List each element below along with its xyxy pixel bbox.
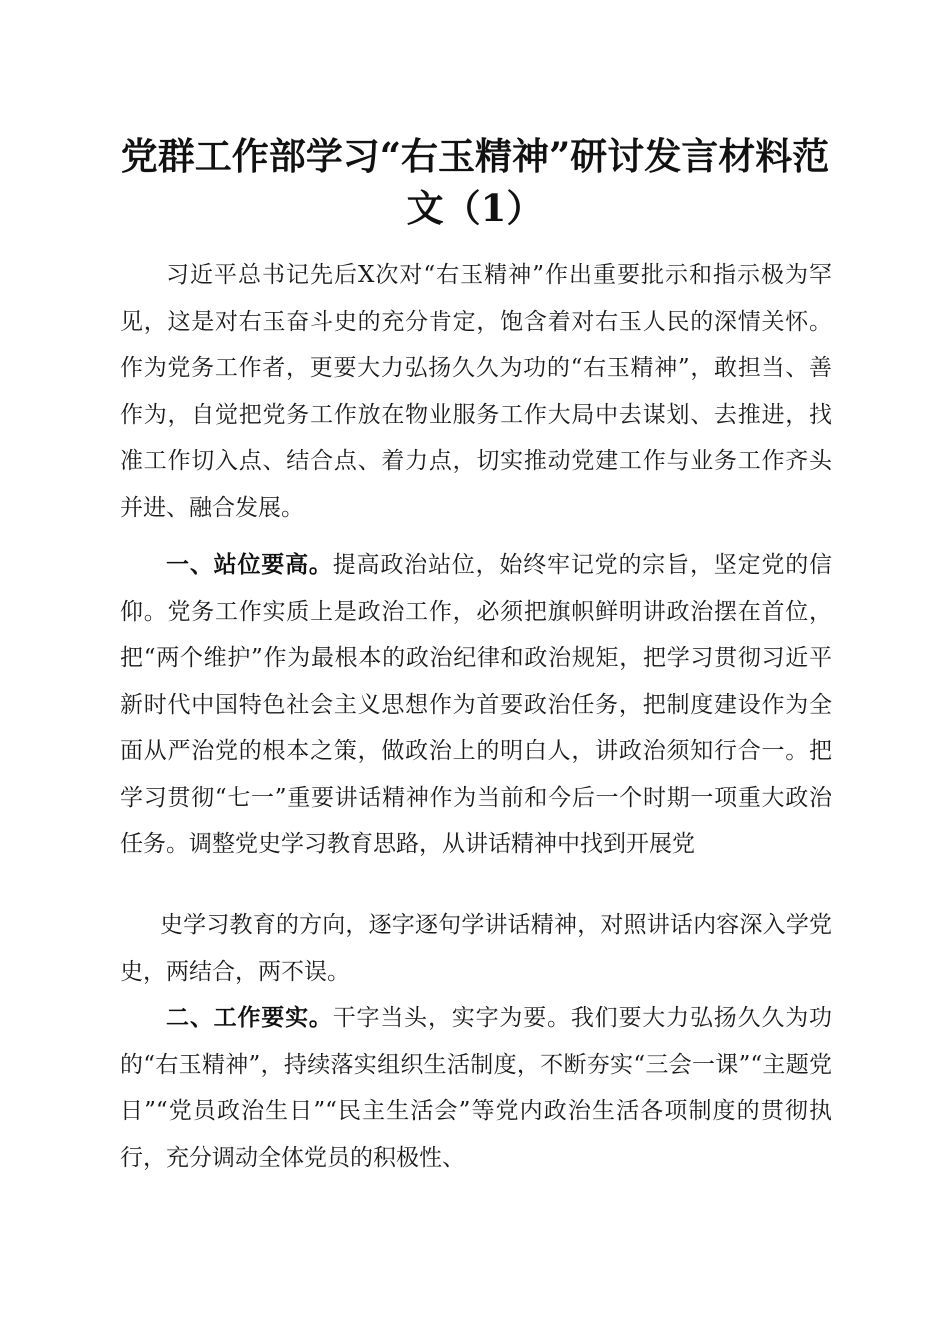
section-1-text: 提高政治站位，始终牢记党的宗旨，坚定党的信仰。党务工作实质上是政治工作，必须把旗帜鲜明讲政治摆在首位，把“两个维护”作为最根本的政治纪律和政治规矩，把学习贯彻习近平新时代中国特色社会主义思想作为首要政治任务，把制度建设作为全面从严治党的根本之策，做政治上的明白人，讲政治须知行合一。把学习贯彻“七一”重要讲话精神作为当前和今后一个时期一项重大政治任务。调整党史学习教育思路，从讲话精神中找到开展党	[120, 552, 833, 857]
document-title	[110, 130, 840, 234]
section-2-paragraph	[120, 995, 832, 1181]
title-line-2: 文（1）	[406, 186, 544, 230]
section-1-continuation: 史学习教育的方向，逐字逐句学讲话精神，对照讲话内容深入学党史，两结合，两不误。	[120, 912, 832, 985]
section-1-heading: 一、站位要高。	[166, 552, 333, 578]
title-line-1: 党群工作部学习“右玉精神”研讨发言材料范	[120, 134, 830, 178]
section-2-heading: 二、工作要实。	[166, 1005, 333, 1031]
section-1-paragraph	[120, 542, 832, 868]
section-2-text: 干字当头，实字为要。我们要大力弘扬久久为功的“右玉精神”，持续落实组织生活制度，不断夯实“三会一课”“主题党日”“党员政治生日”“民主生活会”等党内政治生活各项制度的贯彻执行，充分调动全体党员的积极性、	[120, 1005, 833, 1171]
intro-paragraph: 习近平总书记先后X次对“右玉精神”作出重要批示和指示极为罕见，这是对右玉奋斗史的充分肯定，饱含着对右玉人民的深情关怀。作为党务工作者，更要大力弘扬久久为功的“右玉精神”，敢担当、善作为，自觉把党务工作放在物业服务工作大局中去谋划、去推进，找准工作切入点、结合点、着力点，切实推动党建工作与业务工作齐头并进、融合发展。	[120, 262, 832, 521]
